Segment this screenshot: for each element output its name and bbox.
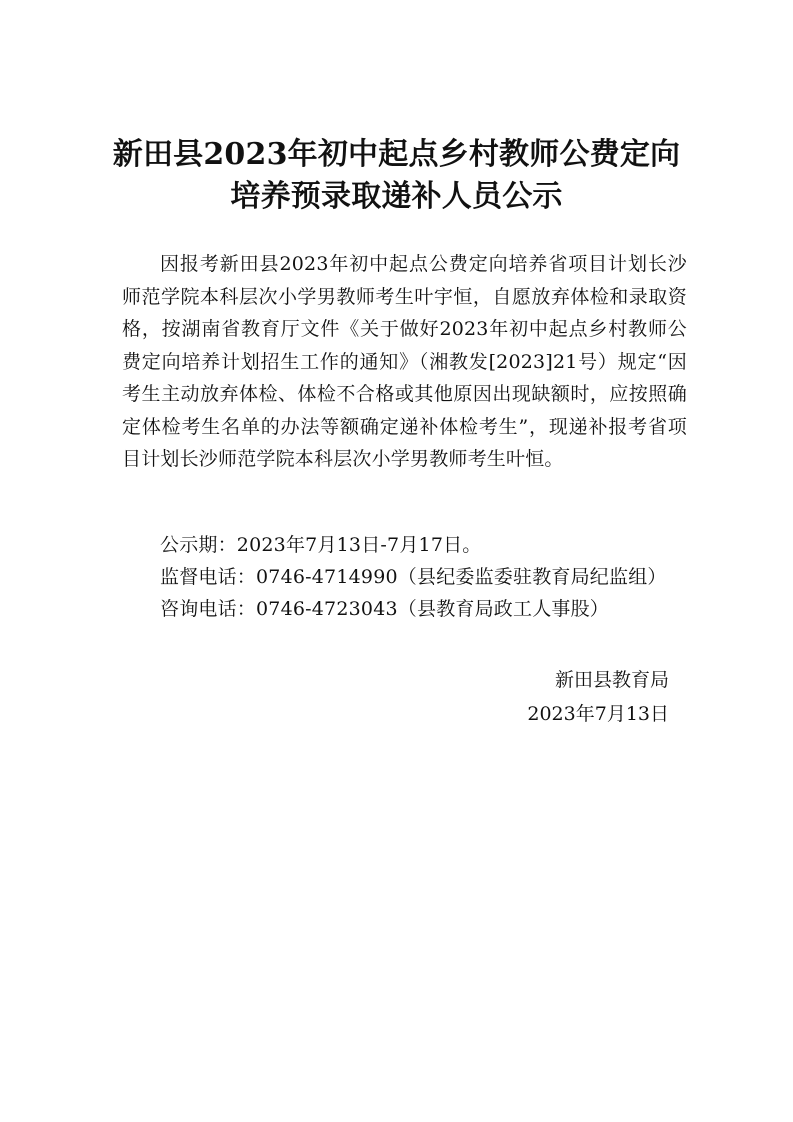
consult-phone: 咨询电话：0746-4723043（县教育局政工人事股） bbox=[160, 598, 609, 620]
document-title bbox=[0, 134, 793, 218]
body-paragraph: 因报考新田县2023年初中起点公费定向培养省项目计划长沙师范学院本科层次小学男教师考生叶宇恒，自愿放弃体检和录取资格，按湖南省教育厅文件《关于做好2023年初中起点乡村教师公费定向培养计划招生工作的通知》（湘教发[2023]21号）规定“因考生主动放弃体检、体检不合格或其他原因出现缺额时，应按照确定体检考生名单的办法等额确定递补体检考生”，现递补报考省项目计划长沙师范学院本科层次小学男教师考生叶恒。 bbox=[122, 253, 687, 470]
notice-period: 公示期：2023年7月13日-7月17日。 bbox=[160, 534, 482, 556]
issue-date: 2023年7月13日 bbox=[527, 703, 669, 725]
title-line-2: 培养预录取递补人员公示 bbox=[230, 179, 563, 214]
issuer-name: 新田县教育局 bbox=[554, 669, 669, 691]
title-line-1: 新田县2023年初中起点乡村教师公费定向 bbox=[112, 137, 681, 172]
supervision-phone: 监督电话：0746-4714990（县纪委监委驻教育局纪监组） bbox=[160, 566, 667, 588]
